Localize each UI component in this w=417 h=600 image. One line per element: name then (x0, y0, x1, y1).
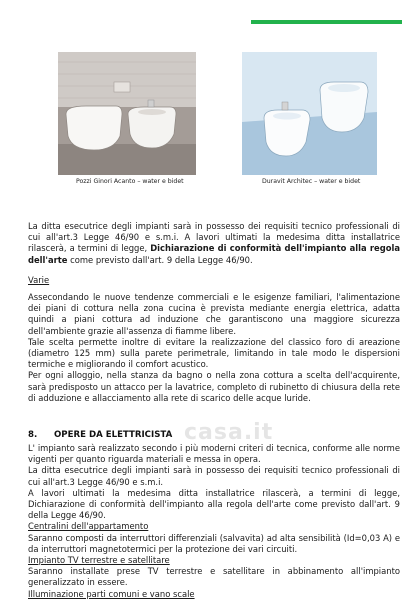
subheading-centralini: Centralini dell'appartamento (28, 521, 149, 532)
photo-caption-right: Duravit Architec – water e bidet (262, 178, 361, 185)
section-8-paragraph-1: L' impianto sarà realizzato secondo i più moderni criteri di tecnica, conforme alle norme vigenti per quanto riguarda materiali e messa in opera. (28, 443, 400, 465)
section-8-paragraph-3: A lavori ultimati la medesima ditta installatrice rilascerà, a termini di legge, Dichiarazione di conformità dell'impianto alla regola dell'arte come previsto dall'art. 9 della Legge 46/90. (28, 487, 400, 521)
photo-pozzi-ginori-acanto (58, 52, 196, 175)
paragraph-text-end: come previsto dall'art. 9 della Legge 46/90. (67, 254, 253, 265)
section-number: 8. (28, 430, 38, 440)
varie-paragraph-3: Per ogni alloggio, nella stanza da bagno o nella zona cottura a scelta dell'acquirente, sarà predisposto un attacco per la lavatrice, completo di rubinetto di chiusura della rete di adduzione e allacciamento alla rete di scarico delle acque luride. (28, 370, 400, 403)
plumbing-compliance-paragraph (28, 221, 400, 266)
section-8-body (28, 443, 400, 600)
photo-caption-left: Pozzi Ginori Acanto – water e bidet (76, 178, 184, 185)
section-title: OPERE DA ELETTRICISTA (54, 430, 173, 440)
centralini-text: Saranno composti da interruttori differenziali (salvavita) ad alta sensibilità (Id=0,03 A) e da interruttori magnetotermici per la protezione dei vari circuiti. (28, 532, 400, 554)
watermark: casa.it (184, 420, 274, 445)
bathroom-photo-right (242, 52, 377, 175)
bathroom-photo-left (58, 52, 196, 175)
varie-paragraph-2: Tale scelta permette inoltre di evitare la realizzazione del classico foro di areazione (diametro 125 mm) sulla parete perimetrale, limitando in tale modo le dispersioni termiche e migliorando il comfort acustico. (28, 336, 400, 370)
varie-paragraph-1: Assecondando le nuove tendenze commerciali e le esigenze familiari, l'alimentazione dei piani di cottura nella zona cucina è prevista mediante energia elettrica, adatta quindi a piani cottura ad induzione che garantiscono una maggiore sicurezza dell'ambiente grazie all'assenza di fiamme libere. (28, 292, 400, 336)
subheading-impianto-tv: Impianto TV terrestre e satellitare (28, 555, 170, 566)
varie-body (28, 292, 400, 404)
subheading-illuminazione: Illuminazione parti comuni e vano scale (28, 588, 195, 599)
varie-section (28, 275, 400, 286)
paragraph-text: La ditta esecutrice degli impianti sarà in possesso dei requisiti tecnico professionali di cui all'art.3 Legge 46/90 e s.m.i. A lavori ultimati la medesima ditta installatrice rilascerà, a termini di legge, (28, 221, 400, 254)
photo-duravit-architec (242, 52, 377, 175)
section-8-heading (28, 430, 172, 440)
impianto-tv-text: Saranno installate prese TV terrestre e satellitare in abbinamento all'impianto generalizzato in essere. (28, 566, 400, 588)
paragraph-bold-text: Dichiarazione di conformità dell'impianto alla regola dell'arte (28, 243, 400, 265)
top-accent-rule (251, 20, 402, 24)
varie-heading: Varie (28, 275, 50, 285)
section-8-paragraph-2: La ditta esecutrice degli impianti sarà in possesso dei requisiti tecnico professionali di cui all'art.3 Legge 46/90 e s.m.i. (28, 465, 400, 487)
